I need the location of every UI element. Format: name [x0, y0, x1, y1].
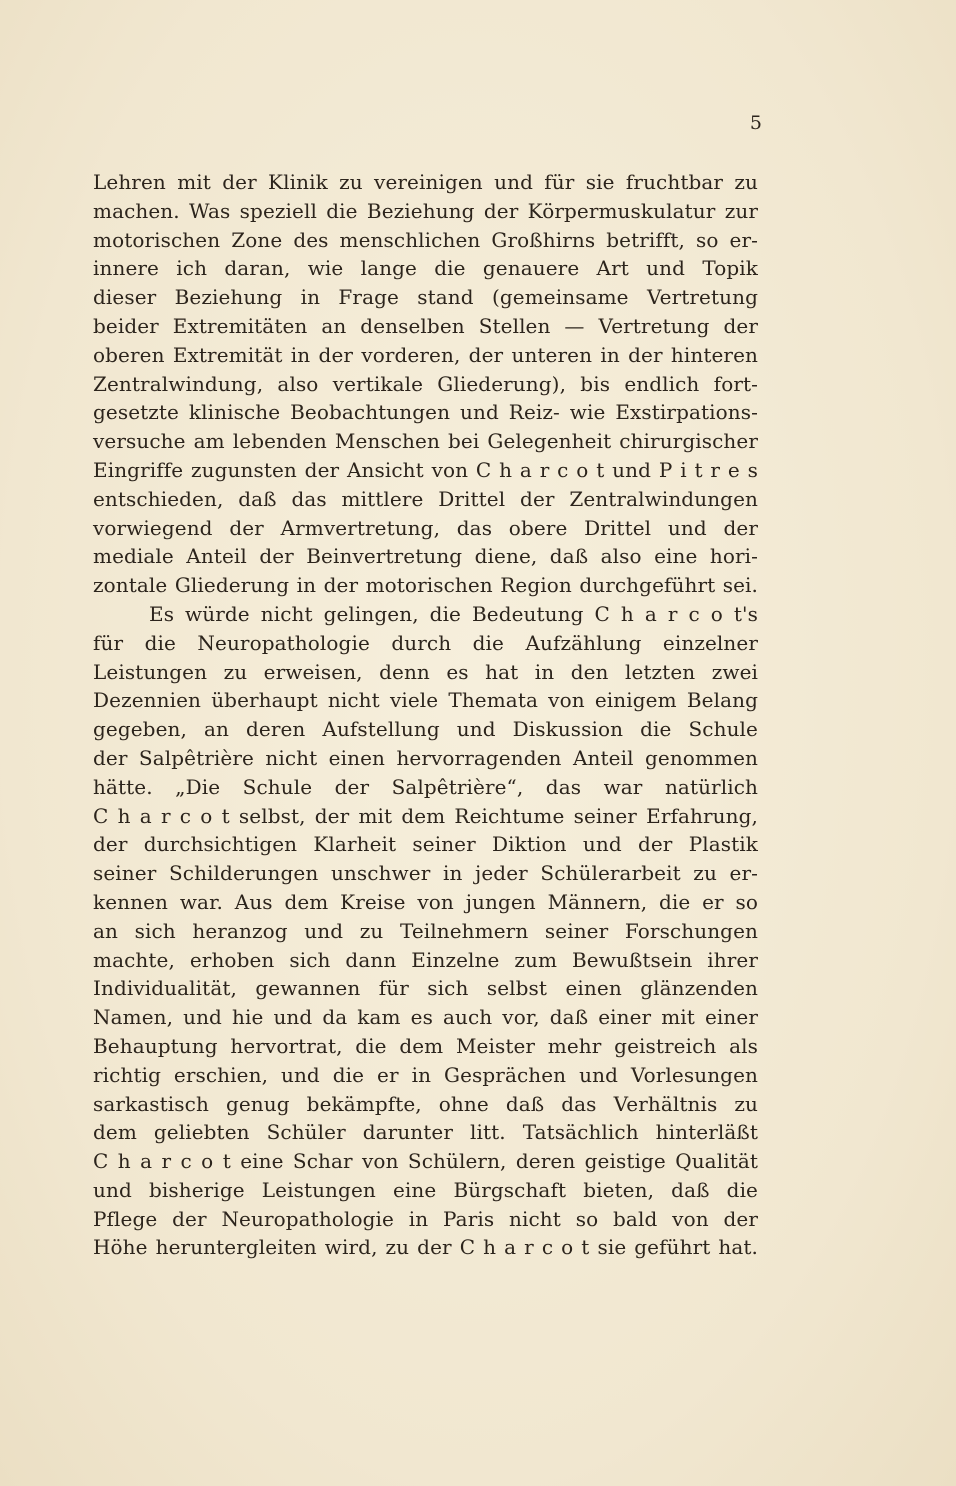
text-line: dieser Beziehung in Frage stand (gemeinsame Vertretung — [93, 285, 758, 310]
text-line: kennen war. Aus dem Kreise von jungen Männern, die er so — [93, 889, 758, 914]
page-number: 5 — [749, 112, 762, 134]
paragraph-start-line: Es würde nicht gelingen, die Bedeutung C h a r c o t's — [149, 601, 758, 626]
text-line: versuche am lebenden Menschen bei Gelegenheit chirurgischer — [93, 429, 758, 454]
text-line: oberen Extremität in der vorderen, der unteren in der hinteren — [93, 342, 758, 367]
text-line: gegeben, an deren Aufstellung und Diskussion die Schule — [93, 717, 758, 742]
text-line: Individualität, gewannen für sich selbst einen glänzenden — [93, 976, 758, 1001]
text-line: und bisherige Leistungen eine Bürgschaft bieten, daß die — [93, 1177, 758, 1202]
text-line: sarkastisch genug bekämpfte, ohne daß das Verhältnis zu — [93, 1091, 758, 1116]
text-line: Dezennien überhaupt nicht viele Themata von einigem Belang — [93, 688, 758, 713]
text-line: gesetzte klinische Beobachtungen und Reiz- wie Exstirpations- — [93, 400, 758, 425]
text-line: Leistungen zu erweisen, denn es hat in den letzten zwei — [93, 659, 758, 684]
text-line: Eingriffe zugunsten der Ansicht von C h a r c o t und P i t r e s — [93, 457, 758, 482]
text-line: seiner Schilderungen unschwer in jeder Schülerarbeit zu er- — [93, 861, 758, 886]
text-line: vorwiegend der Armvertretung, das obere Drittel und der — [93, 515, 758, 540]
text-line: machen. Was speziell die Beziehung der Körpermuskulatur zur — [93, 198, 758, 223]
text-line: dem geliebten Schüler darunter litt. Tatsächlich hinterläßt — [93, 1120, 758, 1145]
text-line: Namen, und hie und da kam es auch vor, daß einer mit einer — [93, 1005, 758, 1030]
text-line: C h a r c o t selbst, der mit dem Reichtume seiner Erfahrung, — [93, 803, 758, 828]
text-line: Behauptung hervortrat, die dem Meister mehr geistreich als — [93, 1033, 758, 1058]
text-line: machte, erhoben sich dann Einzelne zum Bewußtsein ihrer — [93, 947, 758, 972]
text-line: richtig erschien, und die er in Gesprächen und Vorlesungen — [93, 1062, 758, 1087]
text-line: C h a r c o t eine Schar von Schülern, deren geistige Qualität — [93, 1149, 758, 1174]
text-line: beider Extremitäten an denselben Stellen — Vertretung der — [93, 313, 758, 338]
body-text — [93, 168, 758, 1262]
text-line: Pflege der Neuropathologie in Paris nicht so bald von der — [93, 1206, 758, 1231]
text-line: an sich heranzog und zu Teilnehmern seiner Forschungen — [93, 918, 758, 943]
text-line: innere ich daran, wie lange die genauere Art und Topik — [93, 256, 758, 281]
paragraph-end-line: zontale Gliederung in der motorischen Region durchgeführt sei. — [93, 573, 758, 598]
text-line: entschieden, daß das mittlere Drittel der Zentralwindungen — [93, 486, 758, 511]
text-line: für die Neuropathologie durch die Aufzählung einzelner — [93, 630, 758, 655]
text-line: Zentralwindung, also vertikale Gliederung), bis endlich fort- — [93, 371, 758, 396]
text-line: motorischen Zone des menschlichen Großhirns betrifft, so er- — [93, 227, 758, 252]
text-line: der durchsichtigen Klarheit seiner Diktion und der Plastik — [93, 832, 758, 857]
text-line: Lehren mit der Klinik zu vereinigen und für sie fruchtbar zu — [93, 170, 758, 194]
text-line: mediale Anteil der Beinvertretung diene, daß also eine hori- — [93, 544, 758, 569]
text-line: hätte. „Die Schule der Salpêtrière“, das war natürlich — [93, 774, 758, 799]
paragraph-end-line: Höhe heruntergleiten wird, zu der C h a r c o t sie geführt hat. — [93, 1235, 758, 1260]
text-line: der Salpêtrière nicht einen hervorragenden Anteil genommen — [93, 745, 758, 770]
